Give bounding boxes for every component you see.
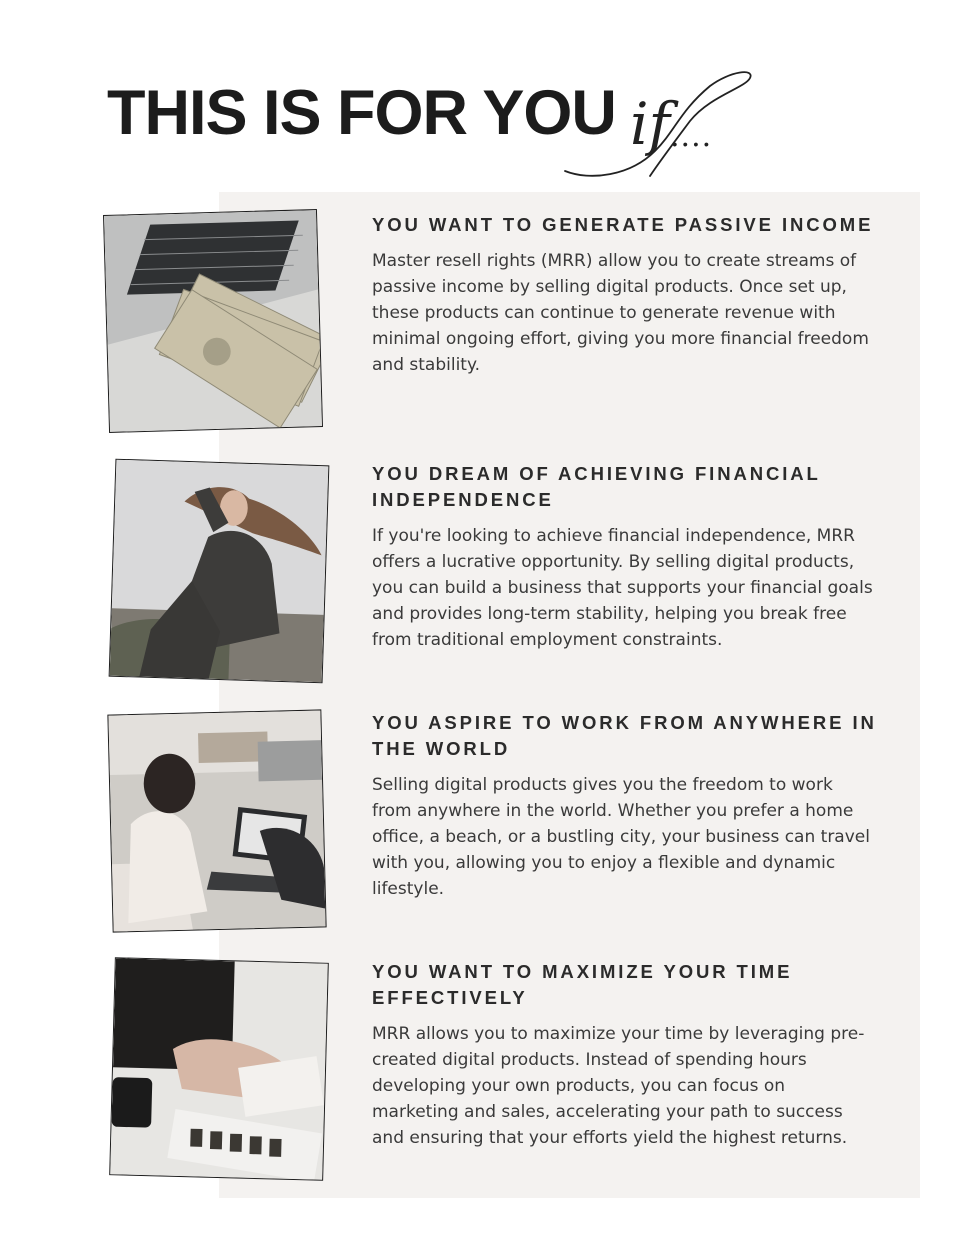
page-title: THIS IS FOR YOU (107, 78, 616, 148)
section-financial-independence (372, 461, 877, 653)
laptop-and-cash-photo (103, 209, 323, 433)
script-if-flourish (560, 66, 760, 186)
section-body: If you're looking to achieve financial independence, MRR offers a lucrative opportunity. By selling digital products, you can build a business that supports your financial goals and provides long-term stability, helping you break free from traditional employment constraints. (372, 526, 873, 650)
script-if-word: if (630, 90, 671, 158)
section-body: MRR allows you to maximize your time by leveraging pre-created digital products. Instead of spending hours developing your own products, you can focus on marketing and sales, accelerating your path to success and ensuring that your efforts yield the highest returns. (372, 1024, 865, 1148)
section-body: Selling digital products gives you the freedom to work from anywhere in the world. Whether you prefer a home office, a beach, or a bustling city, your business can travel with you, allowing you to enjoy a flexible and dynamic lifestyle. (372, 775, 870, 899)
ellipsis: .... (670, 119, 713, 154)
section-passive-income (372, 212, 877, 378)
section-heading: YOU WANT TO GENERATE PASSIVE INCOME (372, 214, 874, 235)
woman-with-laptop-photo (107, 709, 326, 932)
section-maximize-time (372, 959, 877, 1151)
woman-in-wind-photo (109, 459, 330, 684)
section-heading: YOU WANT TO MAXIMIZE YOUR TIME EFFECTIVELY (372, 961, 793, 1008)
section-work-anywhere (372, 710, 877, 902)
section-heading: YOU ASPIRE TO WORK FROM ANYWHERE IN THE WORLD (372, 712, 877, 759)
section-heading: YOU DREAM OF ACHIEVING FINANCIAL INDEPENDENCE (372, 463, 821, 510)
desk-with-notebook-photo (109, 957, 329, 1181)
section-body: Master resell rights (MRR) allow you to create streams of passive income by selling digital products. Once set up, these products can continue to generate revenue with minimal ongoing effort, giving you more financial freedom and stability. (372, 251, 869, 375)
